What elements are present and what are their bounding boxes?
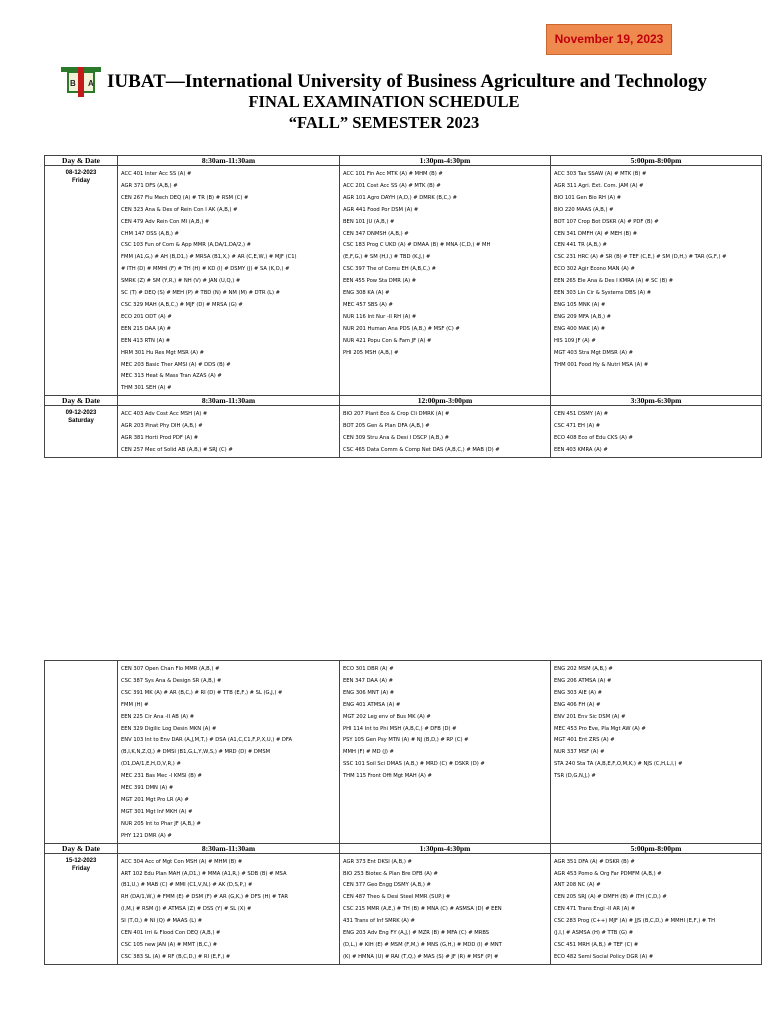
exam-entry: CEN 309 Stru Ana & Desi I DSCP (A,B,) #	[343, 435, 450, 442]
exam-entry: NUR 337 MSF (A) #	[554, 749, 605, 756]
logo-letter-a: A	[88, 79, 94, 88]
slot-cell	[551, 853, 762, 964]
exam-entry: (D1,DA/1,E,H,O,V,R,) #	[121, 761, 181, 768]
exam-entry: ACC 201 Cost Acc SS (A) # MTK (B) #	[343, 182, 441, 189]
exam-entry: NUR 116 Int Nur -II RH (A) #	[343, 313, 417, 320]
slot-cell	[340, 406, 551, 458]
exam-entry: EEN 413 RTN (A) #	[121, 337, 171, 344]
exam-entry: ECO 302 Agir Econo MAN (A) #	[554, 266, 635, 273]
header-day-date: Day & Date	[45, 843, 118, 853]
exam-entry: AGR 441 Food Por DSM (A) #	[343, 206, 419, 213]
exam-entry: BIO 101 Gen Bio RH (A) #	[554, 194, 622, 201]
exam-entry: CEN 257 Mec of Solid AB (A,B,) # SRJ (C) #	[121, 446, 233, 453]
slot-cell	[551, 661, 762, 844]
header-day-date: Day & Date	[45, 396, 118, 406]
exam-entry: CSC 183 Prog C UKD (A) # DMAA (B) # MNA (C,D,) # MH	[343, 242, 491, 249]
exam-entry: AGR 381 Horti Prod PDF (A) #	[121, 435, 199, 442]
exam-entry: EEN 215 DAA (A) #	[121, 325, 172, 332]
exam-entry: AGR 373 Ent DKSI (A,B,) #	[343, 858, 412, 865]
logo-letter-b: B	[70, 79, 76, 88]
exam-entry: MEC 391 DMN (A) #	[121, 785, 174, 792]
exam-entry: BEN 101 JU (A,B,) #	[343, 218, 395, 225]
exam-entry: CEN 471 Trans Engi -II AR (A) #	[554, 906, 636, 913]
exam-entry: BIO 253 Biotec & Plan Bre DFB (A) #	[343, 870, 438, 877]
exam-weekday: Friday	[71, 178, 90, 184]
slot-cell	[118, 406, 340, 458]
exam-entry: CSC 329 MAH (A,B,C,) # MJF (D) # MRSA (G) #	[121, 301, 243, 308]
exam-entry: CEN 451 DSMY (A) #	[554, 411, 609, 418]
exam-entry: CEN 401 Irri & Flood Con DEQ (A,B,) #	[121, 930, 221, 937]
header-slot-3: 5:00pm-8:00pm	[551, 843, 762, 853]
exam-entry: AGR 101 Agro DAYH (A,D,) # DMRK (B,C,) #	[343, 194, 457, 201]
exam-entry: ECO 301 DBR (A) #	[343, 666, 394, 672]
exam-entry: CSC 383 SL (A) # RF (B,C,D,) # RI (E,F,) #	[121, 953, 231, 960]
exam-entry: MEC 457 SBS (A) #	[343, 301, 393, 308]
exam-entry: ENG 401 ATMSA (A) #	[343, 701, 401, 708]
exam-entry: ENV 201 Env Sic DSM (A) #	[554, 713, 626, 720]
header-slot-1: 8:30am-11:30am	[118, 843, 340, 853]
table-header-row	[45, 396, 762, 406]
exam-entry: CSC 215 MMR (A,E,) # TH (B) # MNA (C) # ASMSA (D) # EEN	[343, 906, 502, 913]
exam-entry: MGT 301 Mgt Inf MKH (A) #	[121, 808, 193, 815]
exam-entry: ACC 403 Adv Cost Acc MSH (A) #	[121, 411, 208, 418]
exam-entry: # ITH (D) # MMHI (F) # TH (H) # KD (I) # DSMY (J) # SA (K,O,) #	[121, 266, 290, 273]
exam-entry: EEN 455 Pow Sta DMR (A) #	[343, 278, 417, 285]
slot-cell	[551, 406, 762, 458]
header-slot-3: 5:00pm-8:00pm	[551, 156, 762, 166]
exam-entry: MGT 201 Mgt Pro LR (A) #	[121, 796, 189, 803]
exam-entry: CSC 231 HRC (A) # SR (B) # TEF (C,E,) # SM (D,H,) # TAR (G,F,) #	[554, 254, 727, 261]
exam-entry: CEN 267 Flu Mech DEQ (A) # TR (B) # RSM (C) #	[121, 194, 249, 201]
exam-entry: (B1,U,) # MAB (C) # MMI (C1,V,N,) # AK (D,S,P,) #	[121, 882, 253, 889]
header-slot-1: 8:30am-11:30am	[118, 396, 340, 406]
table-row	[45, 406, 762, 458]
slot-cell	[118, 661, 340, 844]
exam-entry: EEN 303 Lin Cir & Systems DBS (A) #	[554, 290, 652, 297]
exam-entry: MEC 453 Pro Eve, Pla Mgt AW (A) #	[554, 725, 646, 732]
exam-entry: HRM 301 Hu Res Mgt MSR (A) #	[121, 349, 204, 356]
slot-cell	[340, 661, 551, 844]
exam-entry: ENG 406 FH (A) #	[554, 701, 601, 708]
exam-entry: NUR 201 Human Ana PDS (A,B,) # MSF (C) #	[343, 325, 460, 332]
date-badge: November 19, 2023	[546, 24, 672, 55]
schedule-table-2	[44, 660, 762, 965]
table-row	[45, 853, 762, 964]
exam-entry: CEN 307 Open Chan Flo MMR (A,B,) #	[121, 666, 220, 672]
exam-entry: BIO 207 Plant Eco & Crop Cli DMRK (A) #	[343, 411, 450, 418]
exam-entry: EEN 225 Cir Ana -II AB (A) #	[121, 713, 195, 720]
semester-title: “FALL” SEMESTER 2023	[288, 113, 480, 132]
exam-date: 08-12-2023	[65, 170, 97, 176]
exam-entry: ACC 304 Acc of Mgt Con MSH (A) # MHM (B) #	[121, 858, 243, 865]
exam-entry: EEN 265 Ele Ana & Des I KMRA (A) # SC (B) #	[554, 278, 674, 285]
exam-entry: CEN 205 SRJ (A) # DMFH (B) # ITH (C,D,) #	[554, 894, 667, 901]
exam-entry: ACC 401 Inter Acc SS (A) #	[121, 171, 192, 177]
exam-entry: SC (T) # DEQ (S) # MEH (P) # TBD (N) # NM (M) # DTR (L) #	[121, 290, 281, 297]
schedule-title: FINAL EXAMINATION SCHEDULE	[248, 92, 520, 111]
exam-entry: PHI 114 Int to Phi MSH (A,B,C,) # DFB (D) #	[343, 725, 457, 732]
slot-cell	[340, 166, 551, 396]
header-slot-2: 1:30pm-4:30pm	[340, 156, 551, 166]
header-slot-1: 8:30am-11:30am	[118, 156, 340, 166]
table-header-row	[45, 843, 762, 853]
exam-entry: CSC 103 Fun of Com & App MMR (A,DA/1,DA/2,) #	[121, 242, 252, 249]
exam-weekday: Saturday	[68, 418, 94, 425]
header-slot-2: 1:30pm-4:30pm	[340, 843, 551, 853]
exam-entry: ANT 208 NC (A) #	[554, 882, 601, 889]
exam-entry: (E,F,G,) # SM (H,I,) # TBD (K,J,) #	[343, 254, 431, 261]
exam-entry: MGT 202 Leg env of Bus MK (A) #	[343, 713, 431, 720]
exam-entry: FMM (H) #	[121, 701, 149, 708]
table-row	[45, 661, 762, 844]
exam-entry: CSC 471 EH (A) #	[554, 423, 601, 430]
slot-cell	[551, 166, 762, 396]
exam-entry: CSC 397 The of Comu EH (A,B,C,) #	[343, 266, 437, 273]
exam-entry: CSC 283 Prog (C++) MJF (A) # JJS (B,C,D,) # MMHI (E,F,) # TH	[554, 918, 715, 925]
schedule-table-1	[44, 155, 762, 458]
exam-entry: PHY 121 DMR (A) #	[121, 832, 172, 839]
exam-entry: (J,I,) # ASMSA (H) # TTB (G) #	[554, 930, 634, 937]
exam-entry: NUR 421 Popu Con & Fam JF (A) #	[343, 337, 432, 344]
exam-entry: FMM (A1,G,) # AH (B,D1,) # MRSA (B1,X,) # AR (C,E,W,) # MJF (C1)	[121, 254, 297, 261]
table-row	[45, 166, 762, 396]
exam-entry: AGR 351 DFA (A) # DSKR (B) #	[554, 858, 635, 865]
exam-entry: BOT 205 Gen & Plan DFA (A,B,) #	[343, 423, 430, 430]
exam-entry: ENV 103 Int to Env DAR (A,J,M,T,) # DSA (A1,C,C1,F,P,X,U,) # DFA	[121, 737, 292, 744]
exam-entry: (D,L,) # KIH (E) # MSM (F,M,) # MNS (G,H,) # MDD (I) # MNT	[343, 941, 502, 948]
exam-entry: EEN 403 KMRA (A) #	[554, 446, 608, 453]
slot-cell	[340, 853, 551, 964]
exam-entry: (I,M,) # RSM (J) # ATMSA (Z) # DSS (Y) # SL (X) #	[121, 906, 252, 913]
exam-entry: ECO 201 ODT (A) #	[121, 313, 172, 320]
header-slot-2: 12:00pm-3:00pm	[340, 396, 551, 406]
exam-entry: STA 240 Sta TA (A,B,E,F,O,M,K,) # NJS (C,H,L,I,) #	[554, 761, 683, 768]
slot-cell	[118, 853, 340, 964]
day-cell	[45, 661, 118, 844]
exam-entry: MGT 401 Ent ZRS (A) #	[554, 737, 615, 744]
exam-entry: ENG 303 AIE (A) #	[554, 689, 602, 696]
slot-cell	[118, 166, 340, 396]
exam-date: 15-12-2023	[65, 857, 97, 864]
exam-entry: AGR 453 Pomo & Org Far PDMFM (A,B,) #	[554, 870, 662, 877]
exam-entry: (B,I,K,N,Z,Q,) # DMSI (B1,G,L,Y,W,S,) # MRD (D) # DMSM	[121, 749, 271, 756]
exam-entry: NUR 205 Int to Phar JF (A,B,) #	[121, 820, 201, 827]
exam-entry: ENG 308 KA (A) #	[343, 290, 390, 297]
exam-entry: SI (T,O,) # NI (Q) # MAAS (L) #	[121, 918, 203, 925]
exam-entry: THM 301 SEH (A) #	[121, 385, 172, 392]
day-cell	[45, 166, 118, 396]
exam-entry: CEN 323 Ana & Des of Rein Con I AK (A,B,) #	[121, 206, 238, 213]
day-cell	[45, 853, 118, 964]
exam-entry: ENG 203 Adv Eng FY (A,J,) # MZR (B) # MFA (C) # MRBS	[343, 930, 490, 937]
exam-entry: ECO 482 Semi Social Policy DGR (A) #	[554, 953, 654, 960]
exam-entry: CSC 465 Data Comm & Comp Net DAS (A,B,C,) # MAB (D) #	[343, 446, 500, 453]
exam-entry: CHM 147 DSS (A,B,) #	[121, 230, 179, 237]
exam-entry: CEN 347 DNMSH (A,B,) #	[343, 230, 409, 237]
exam-entry: TSR (D,G,N,J,) #	[554, 773, 596, 780]
exam-entry: CEN 479 Adv Rein Con MI (A,B,) #	[121, 218, 210, 225]
header-slot-3: 3:30pm-6:30pm	[551, 396, 762, 406]
exam-entry: ART 102 Edu Plan MAH (A,D1,) # MMA (A1,R,) # SDB (B) # MSA	[121, 870, 287, 877]
exam-entry: AGR 203 Pinat Phy DIH (A,B,) #	[121, 423, 203, 430]
exam-entry: THM 115 Front Offi Mgt MAH (A) #	[343, 773, 432, 780]
exam-entry: PHI 205 MSH (A,B,) #	[343, 349, 399, 356]
day-cell	[45, 406, 118, 458]
exam-entry: CSC 391 MK (A) # AR (B,C,) # RI (D) # TTB (E,F,) # SL (G,J,) #	[121, 689, 283, 696]
exam-date: 09-12-2023	[65, 410, 97, 417]
exam-entry: ENG 206 ATMSA (A) #	[554, 677, 612, 684]
exam-entry: CEN 377 Geo Engg DSMY (A,B,) #	[343, 882, 431, 889]
exam-entry: RH (DA/1,W,) # FMM (E) # DSM (F) # AR (G,K,) # DFS (H) # TAR	[121, 894, 288, 901]
exam-entry: ENG 400 MAK (A) #	[554, 325, 606, 332]
exam-entry: (K) # HMNA (U) # RAI (T,Q,) # MAS (S) # JF (R) # MSF (P) #	[343, 953, 499, 960]
exam-entry: ENG 306 MNT (A) #	[343, 689, 395, 696]
exam-entry: THM 001 Food Hy & Nutri MSA (A) #	[554, 361, 649, 368]
exam-entry: 431 Trans of Inf SMRK (A) #	[343, 918, 415, 925]
exam-entry: MGT 403 Stra Mgt DMSR (A) #	[554, 349, 634, 356]
exam-entry: PSY 105 Gen Psy MTN (A) # NJ (B,D,) # RP (C) #	[343, 737, 469, 744]
exam-entry: HIS 109 JF (A) #	[554, 337, 596, 344]
exam-entry: MEC 203 Basic Ther AMSI (A) # DDS (B) #	[121, 361, 231, 368]
exam-entry: AGR 311 Agri. Ext. Com. JAM (A) #	[554, 182, 644, 189]
exam-entry: ACC 303 Tax SSAW (A) # MTK (B) #	[554, 171, 647, 177]
exam-entry: MEC 231 Bas Mec -I KMSI (B) #	[121, 773, 202, 780]
exam-entry: SSC 101 Soil Sci DMAS (A,B,) # MRD (C) # DSKR (D) #	[343, 761, 485, 768]
table-header-row	[45, 156, 762, 166]
exam-entry: CEN 487 Theo & Desi Steel MMR (SUP.) #	[343, 894, 451, 901]
exam-entry: BOT 107 Crop Bot DSKR (A) # PDF (B) #	[554, 218, 659, 225]
exam-entry: CSC 387 Sys Ana & Design SR (A,B,) #	[121, 677, 222, 684]
exam-entry: MMH (F) # MD (J) #	[343, 749, 394, 756]
header-day-date: Day & Date	[45, 156, 118, 166]
exam-entry: CEN 441 TR (A,B,) #	[554, 242, 607, 249]
university-name: IUBAT—International University of Business Agriculture and Technology	[107, 71, 707, 92]
exam-entry: ENG 209 MFA (A,B,) #	[554, 313, 612, 320]
exam-entry: CEN 341 DMFH (A) # MEH (B) #	[554, 230, 638, 237]
exam-entry: BIO 220 MAAS (A,B,) #	[554, 206, 614, 213]
exam-entry: EEN 329 Digilic Log Desin MKN (A) #	[121, 725, 217, 732]
exam-entry: EEN 347 DAA (A) #	[343, 677, 394, 684]
exam-entry: ECO 408 Eco of Edu CKS (A) #	[554, 435, 633, 442]
exam-entry: CSC 105 new JAN (A) # MMT (B,C,) #	[121, 941, 218, 948]
exam-entry: MEC 313 Heat & Mass Tran AZAS (A) #	[121, 373, 222, 380]
exam-weekday: Friday	[71, 865, 90, 872]
exam-entry: ACC 101 Fin Acc MTK (A) # MHM (B) #	[343, 171, 443, 177]
exam-entry: AGR 371 DFS (A,B,) #	[121, 182, 178, 189]
exam-entry: SMRK (Z) # SM (Y,R,) # NH (V) # JAN (U,Q,) #	[121, 278, 241, 285]
exam-entry: CSC 451 MRH (A,B,) # TEF (C) #	[554, 941, 639, 948]
exam-entry: ENG 105 MNK (A) #	[554, 301, 606, 308]
exam-entry: ENG 202 MSM (A,B,) #	[554, 666, 613, 672]
